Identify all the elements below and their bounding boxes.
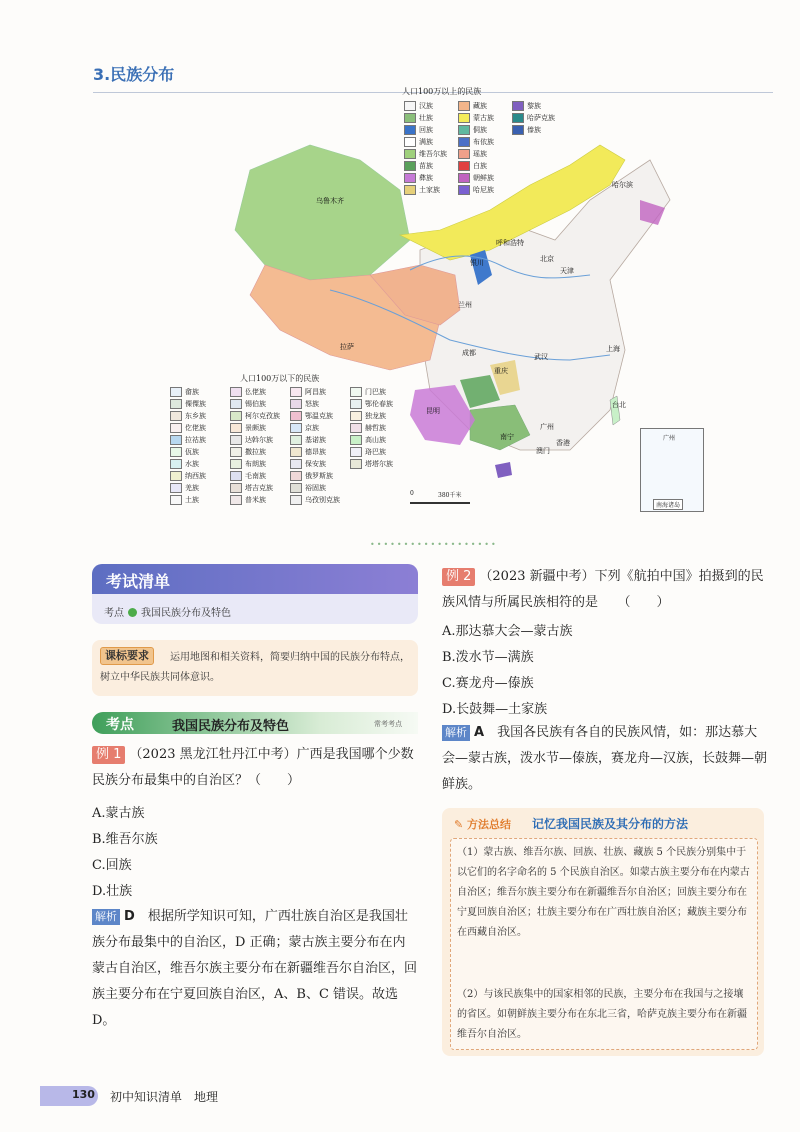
legend-label: 德昂族 (305, 448, 326, 456)
legend-swatch (170, 495, 182, 505)
legend-swatch (170, 447, 182, 457)
legend-swatch (458, 125, 470, 135)
legend-swatch (290, 411, 302, 421)
legend-entry (290, 446, 326, 458)
scale-zero: 0 (410, 490, 414, 497)
scale-bar (410, 502, 470, 504)
legend-entry (230, 398, 266, 410)
city-label: 天津 (560, 267, 574, 275)
legend-label: 布朗族 (245, 460, 266, 468)
legend-entry (512, 100, 541, 112)
legend-label: 羌族 (185, 484, 199, 492)
legend-entry (290, 398, 319, 410)
legend-label: 赫哲族 (365, 424, 386, 432)
legend-swatch (170, 411, 182, 421)
legend-label: 蒙古族 (473, 114, 494, 122)
example1-option-b: B.维吾尔族 (92, 832, 158, 847)
legend-label: 仫佬族 (245, 388, 266, 396)
legend-label: 傈僳族 (185, 400, 206, 408)
legend-label: 满族 (419, 138, 433, 146)
legend-entry (512, 112, 555, 124)
legend-label: 彝族 (419, 174, 433, 182)
legend-label: 瑶族 (473, 150, 487, 158)
method-tag: ✎ 方法总结 (454, 818, 512, 831)
requirement-text: 运用地图和相关资料，简要归纳中国的民族分布特点，树立中华民族共同体意识。 (100, 652, 410, 683)
keypoint-title: 我国民族分布及特色 (172, 719, 290, 734)
legend-entry (170, 470, 206, 482)
legend-label: 畲族 (185, 388, 199, 396)
legend-swatch (290, 399, 302, 409)
legend-entry (458, 148, 487, 160)
city-label: 呼和浩特 (496, 239, 524, 247)
city-label: 台北 (612, 401, 626, 409)
inset-city: 广州 (663, 435, 676, 442)
legend-swatch (458, 185, 470, 195)
legend-label: 毛南族 (245, 472, 266, 480)
keypoint-note: 常考考点 (374, 720, 402, 728)
city-label: 拉萨 (340, 343, 354, 351)
city-label: 银川 (470, 259, 484, 267)
legend-swatch (290, 447, 302, 457)
region-hainan (495, 462, 512, 478)
legend-label: 汉族 (419, 102, 433, 110)
legend-swatch (230, 483, 242, 493)
legend-label: 鄂伦春族 (365, 400, 393, 408)
legend-swatch (290, 387, 302, 397)
legend-label: 景颇族 (245, 424, 266, 432)
legend-label: 仡佬族 (185, 424, 206, 432)
legend-entry (170, 410, 206, 422)
example2-option-d: D.长鼓舞—土家族 (442, 702, 548, 717)
legend-swatch (512, 101, 524, 111)
legend-entry (350, 446, 386, 458)
legend-large-title: 人口100万以上的民族 (402, 87, 482, 96)
region-xinjiang (235, 145, 410, 280)
city-label: 香港 (556, 439, 570, 447)
legend-label: 独龙族 (365, 412, 386, 420)
legend-swatch (404, 185, 416, 195)
method-tag-text: 方法总结 (467, 818, 512, 831)
city-label: 武汉 (534, 353, 548, 361)
legend-label: 怒族 (305, 400, 319, 408)
legend-swatch (404, 161, 416, 171)
legend-entry (230, 458, 266, 470)
legend-entry (170, 386, 199, 398)
footer-text: 初中知识清单 地理 (110, 1090, 219, 1104)
city-label: 成都 (462, 349, 476, 357)
south-china-sea-inset (640, 428, 704, 512)
legend-entry (230, 470, 266, 482)
legend-swatch (230, 399, 242, 409)
legend-label: 黎族 (527, 102, 541, 110)
legend-label: 土家族 (419, 186, 440, 194)
legend-entry (458, 160, 487, 172)
example2-stem (442, 564, 768, 616)
legend-swatch (404, 101, 416, 111)
method-summary (442, 808, 764, 1056)
legend-swatch (350, 447, 362, 457)
exam-point-text: 我国民族分布及特色 (141, 608, 231, 619)
legend-label: 东乡族 (185, 412, 206, 420)
legend-swatch (404, 113, 416, 123)
legend-entry (170, 494, 199, 506)
legend-swatch (458, 137, 470, 147)
legend-label: 朝鲜族 (473, 174, 494, 182)
legend-swatch (458, 113, 470, 123)
example1-analysis-tag: 解析 (92, 909, 120, 925)
legend-small-title: 人口100万以下的民族 (240, 374, 320, 383)
legend-swatch (230, 387, 242, 397)
legend-label: 高山族 (365, 436, 386, 444)
legend-swatch (290, 459, 302, 469)
legend-label: 乌孜别克族 (305, 496, 340, 504)
legend-swatch (404, 149, 416, 159)
legend-label: 阿昌族 (305, 388, 326, 396)
legend-label: 门巴族 (365, 388, 386, 396)
legend-entry (404, 136, 433, 148)
legend-entry (350, 398, 393, 410)
legend-swatch (290, 495, 302, 505)
legend-entry (230, 446, 266, 458)
legend-entry (458, 172, 494, 184)
legend-entry (170, 422, 206, 434)
legend-entry (350, 410, 386, 422)
legend-entry (290, 470, 333, 482)
legend-label: 裕固族 (305, 484, 326, 492)
example2-answer: A (474, 725, 485, 740)
requirement-tag: 课标要求 (100, 647, 154, 665)
city-label: 广州 (540, 423, 554, 431)
example1-stem-text: （2023 黑龙江牡丹江中考）广西是我国哪个少数民族分布最集中的自治区？（ ） (92, 747, 414, 788)
example1-analysis-text: 根据所学知识可知，广西壮族自治区是我国壮族分布最集中的自治区，D 正确；蒙古族主要分布在内蒙古自治区，维吾尔族主要分布在新疆维吾尔自治区，回族主要分布在宁夏回族自治区，A、B、C 错误。故选 D。 (92, 909, 418, 1028)
legend-swatch (230, 495, 242, 505)
legend-swatch (404, 137, 416, 147)
legend-swatch (404, 125, 416, 135)
legend-swatch (230, 447, 242, 457)
legend-label: 塔吉克族 (245, 484, 273, 492)
legend-label: 纳西族 (185, 472, 206, 480)
legend-entry (350, 434, 386, 446)
green-dot-icon (128, 608, 137, 617)
legend-swatch (290, 435, 302, 445)
legend-entry (290, 482, 326, 494)
legend-label: 京族 (305, 424, 319, 432)
legend-entry (458, 124, 487, 136)
legend-label: 傣族 (527, 126, 541, 134)
legend-entry (230, 482, 273, 494)
legend-entry (170, 482, 199, 494)
legend-swatch (404, 173, 416, 183)
legend-label: 拉祜族 (185, 436, 206, 444)
legend-label: 佤族 (185, 448, 199, 456)
example1-option-a: A.蒙古族 (92, 806, 145, 821)
legend-entry (404, 172, 433, 184)
legend-entry (170, 458, 199, 470)
legend-entry (230, 422, 266, 434)
legend-label: 壮族 (419, 114, 433, 122)
example1-tag: 例 1 (92, 746, 125, 764)
legend-swatch (350, 423, 362, 433)
legend-swatch (290, 423, 302, 433)
legend-label: 普米族 (245, 496, 266, 504)
legend-entry (290, 494, 340, 506)
legend-entry (458, 100, 487, 112)
legend-label: 侗族 (473, 126, 487, 134)
inset-label: 南海诸岛 (653, 499, 683, 510)
legend-label: 柯尔克孜族 (245, 412, 280, 420)
legend-swatch (350, 387, 362, 397)
section-title: 3.民族分布 (93, 65, 175, 84)
legend-swatch (458, 149, 470, 159)
legend-swatch (458, 173, 470, 183)
city-label: 兰州 (458, 301, 472, 309)
example2-option-c: C.赛龙舟—傣族 (442, 676, 534, 691)
legend-entry (290, 458, 326, 470)
legend-entry (458, 136, 494, 148)
legend-entry (290, 410, 333, 422)
legend-swatch (170, 387, 182, 397)
legend-entry (404, 124, 433, 136)
legend-label: 俄罗斯族 (305, 472, 333, 480)
legend-label: 达斡尔族 (245, 436, 273, 444)
legend-swatch (458, 101, 470, 111)
legend-label: 鄂温克族 (305, 412, 333, 420)
method-item-1: （1）蒙古族、维吾尔族、回族、壮族、藏族 5 个民族分别集中于以它们的名字命名的 5 个民族自治区。如蒙古族主要分布在内蒙古自治区；维吾尔族主要分布在新疆维吾尔自治区；回族主要分布在宁夏回族自治区；壮族主要分布在广西壮族自治区；藏族主要分布在西藏自治区。 (457, 847, 750, 938)
method-item-2: （2）与该民族集中的国家相邻的民族，主要分布在我国与之接壤的省区。如朝鲜族主要分布在东北三省，哈萨克族主要分布在新疆维吾尔自治区。 (457, 989, 747, 1040)
city-label: 乌鲁木齐 (316, 197, 344, 205)
legend-swatch (290, 483, 302, 493)
legend-swatch (230, 411, 242, 421)
curriculum-requirement (92, 640, 418, 696)
example1-option-c: C.回族 (92, 858, 132, 873)
legend-entry (350, 458, 393, 470)
legend-entry (404, 160, 433, 172)
example2-analysis-tag: 解析 (442, 725, 470, 741)
legend-entry (170, 398, 206, 410)
city-label: 澳门 (536, 447, 550, 455)
legend-label: 土族 (185, 496, 199, 504)
separator-dots: ••••••••••••••••••• (370, 540, 498, 549)
page-number: 130 (72, 1088, 95, 1101)
exam-list-header (92, 564, 418, 624)
legend-swatch (230, 435, 242, 445)
legend-entry (404, 148, 447, 160)
legend-label: 哈萨克族 (527, 114, 555, 122)
legend-swatch (170, 459, 182, 469)
legend-entry (230, 494, 266, 506)
legend-swatch (458, 161, 470, 171)
legend-entry (404, 184, 440, 196)
legend-entry (458, 184, 494, 196)
legend-label: 基诺族 (305, 436, 326, 444)
legend-swatch (170, 399, 182, 409)
example1-answer: D (124, 909, 135, 924)
legend-swatch (350, 399, 362, 409)
legend-entry (404, 112, 433, 124)
legend-label: 水族 (185, 460, 199, 468)
legend-label: 锡伯族 (245, 400, 266, 408)
legend-label: 苗族 (419, 162, 433, 170)
legend-swatch (512, 113, 524, 123)
example2-option-a: A.那达慕大会—蒙古族 (442, 624, 573, 639)
example2-analysis-text: 我国各民族有各自的民族风情，如：那达慕大会—蒙古族，泼水节—傣族，赛龙舟—汉族，长鼓舞—朝鲜族。 (442, 725, 768, 792)
legend-entry (170, 434, 206, 446)
legend-label: 塔塔尔族 (365, 460, 393, 468)
example1-option-d: D.壮族 (92, 884, 133, 899)
legend-swatch (230, 423, 242, 433)
city-label: 昆明 (426, 407, 440, 415)
legend-label: 哈尼族 (473, 186, 494, 194)
legend-swatch (170, 435, 182, 445)
example2-stem-text: （2023 新疆中考）下列《航拍中国》拍摄到的民族风情与所属民族相符的是 （ ） (442, 569, 764, 610)
keypoint-tag: 考点 (106, 717, 134, 733)
legend-swatch (170, 471, 182, 481)
legend-entry (230, 386, 266, 398)
city-label: 南宁 (500, 433, 514, 441)
scale-label: 380千米 (438, 492, 462, 499)
example1-stem (92, 742, 418, 794)
legend-swatch (230, 471, 242, 481)
legend-entry (290, 434, 326, 446)
legend-label: 维吾尔族 (419, 150, 447, 158)
legend-entry (404, 100, 433, 112)
keypoint-band (92, 712, 418, 734)
example2-analysis (442, 720, 768, 798)
method-title: 记忆我国民族及其分布的方法 (532, 817, 689, 831)
legend-label: 白族 (473, 162, 487, 170)
city-label: 哈尔滨 (612, 181, 633, 189)
exam-list-title: 考试清单 (106, 572, 171, 591)
example2-option-b: B.泼水节—满族 (442, 650, 534, 665)
legend-label: 撒拉族 (245, 448, 266, 456)
example1-analysis (92, 904, 418, 1034)
legend-swatch (350, 459, 362, 469)
legend-swatch (170, 423, 182, 433)
legend-label: 回族 (419, 126, 433, 134)
example2-tag: 例 2 (442, 568, 475, 586)
legend-swatch (512, 125, 524, 135)
legend-entry (458, 112, 494, 124)
legend-entry (290, 422, 319, 434)
exam-point-label: 考点 (104, 608, 124, 619)
method-content (450, 838, 758, 1050)
legend-label: 珞巴族 (365, 448, 386, 456)
city-label: 北京 (540, 255, 554, 263)
legend-label: 布依族 (473, 138, 494, 146)
legend-label: 藏族 (473, 102, 487, 110)
legend-entry (350, 422, 386, 434)
legend-entry (290, 386, 326, 398)
legend-swatch (230, 459, 242, 469)
legend-entry (230, 410, 280, 422)
legend-entry (350, 386, 386, 398)
legend-swatch (290, 471, 302, 481)
legend-swatch (170, 483, 182, 493)
legend-entry (512, 124, 541, 136)
legend-entry (230, 434, 273, 446)
legend-swatch (350, 435, 362, 445)
city-label: 重庆 (494, 367, 508, 375)
legend-label: 保安族 (305, 460, 326, 468)
legend-entry (170, 446, 199, 458)
legend-swatch (350, 411, 362, 421)
city-label: 上海 (606, 345, 620, 353)
exam-point (104, 604, 231, 619)
